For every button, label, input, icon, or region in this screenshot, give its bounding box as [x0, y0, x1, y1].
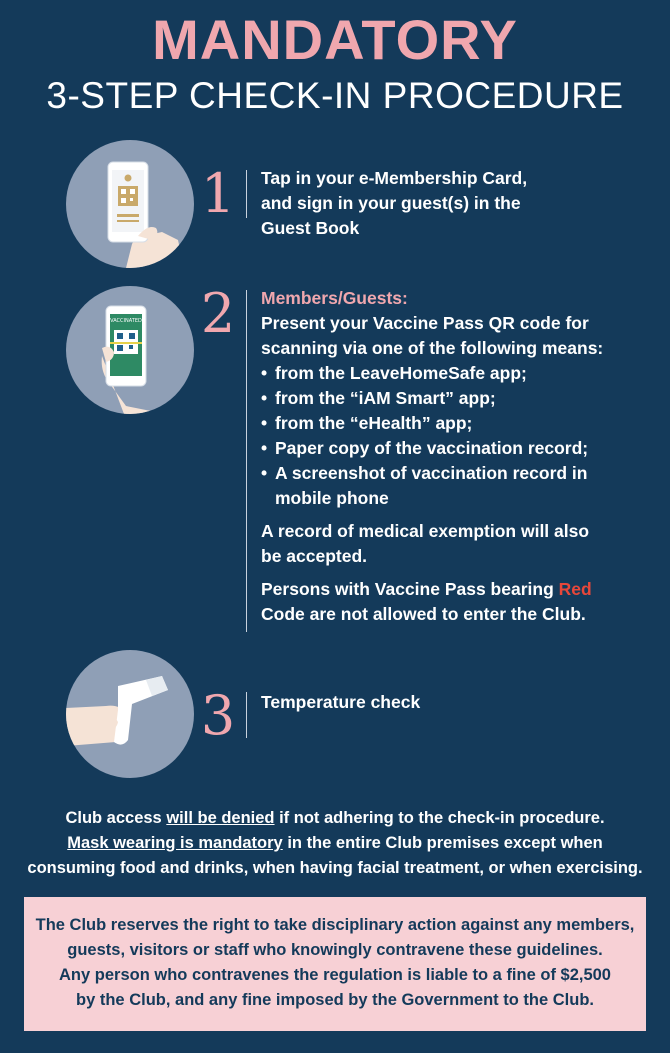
- step-1-line: and sign in your guest(s) in the: [261, 193, 521, 213]
- footer-line2-suffix: in the entire Club premises except when: [282, 834, 603, 852]
- page-subtitle: 3-STEP CHECK-IN PROCEDURE: [46, 75, 624, 116]
- step-2-red-code-notice: [261, 577, 641, 602]
- page-title: MANDATORY: [152, 8, 518, 71]
- step-2-exemption-line: be accepted.: [261, 546, 368, 566]
- step-2-bullet-list: [261, 361, 641, 511]
- step-2-divider: [246, 290, 247, 632]
- step-2-bullet: • A screenshot of vaccination record in mobile phone: [261, 461, 605, 511]
- step-1-number: 1: [200, 162, 236, 225]
- step-2-bullet: • Paper copy of the vaccination record;: [261, 436, 641, 461]
- red-code-before: Persons with Vaccine Pass bearing: [261, 579, 559, 599]
- notice-line: Any person who contravenes the regulation is liable to a fine of $2,500: [59, 966, 611, 984]
- footer-line1-prefix: Club access: [65, 809, 167, 827]
- vaccinated-label: VACCINATED: [110, 318, 142, 324]
- step-2-text: [261, 286, 641, 627]
- step-2-illustration: [66, 286, 194, 414]
- red-code-highlight: Red: [558, 579, 592, 599]
- step-1-line: Tap in your e-Membership Card,: [261, 168, 528, 188]
- notice-line: by the Club, and any fine imposed by the Government to the Club.: [76, 991, 594, 1009]
- step-2-bullet: • from the LeaveHomeSafe app;: [261, 361, 641, 386]
- footer-notice: [0, 806, 670, 881]
- step-2-bullet: • from the “iAM Smart” app;: [261, 386, 641, 411]
- step-2-intro-line: scanning via one of the following means:: [261, 338, 604, 358]
- footer-line-3: consuming food and drinks, when having facial treatment, or when exercising.: [27, 859, 643, 877]
- notice-line: guests, visitors or staff who knowingly contravene these guidelines.: [67, 941, 603, 959]
- step-3-divider: [246, 692, 247, 738]
- step-1-illustration: [66, 140, 194, 268]
- notice-line: The Club reserves the right to take disciplinary action against any members,: [35, 916, 635, 934]
- step-3-text: Temperature check: [261, 692, 421, 712]
- step-1-line: Guest Book: [261, 218, 360, 238]
- phone-qr-icon: [66, 140, 194, 268]
- disciplinary-notice-box: [24, 897, 646, 1031]
- thermometer-gun-icon: [66, 650, 194, 778]
- step-2-bullet: • from the “eHealth” app;: [261, 411, 641, 436]
- step-3-illustration: [66, 650, 194, 778]
- step-1-text: [261, 166, 527, 241]
- vaccine-pass-phone-icon: [66, 286, 194, 414]
- step-3-number: 3: [200, 684, 236, 747]
- footer-line-1: [0, 806, 670, 831]
- red-code-after: Code are not allowed to enter the Club.: [261, 604, 586, 624]
- footer-line2-underlined: Mask wearing is mandatory: [67, 834, 283, 852]
- footer-line1-suffix: if not adhering to the check-in procedure.: [274, 809, 605, 827]
- step-2-intro-line: Present your Vaccine Pass QR code for: [261, 313, 589, 333]
- step-2-number: 2: [200, 282, 236, 345]
- step-2-heading: Members/Guests:: [261, 288, 408, 308]
- step-2-exemption-line: A record of medical exemption will also: [261, 521, 590, 541]
- footer-line1-underlined: will be denied: [166, 809, 275, 827]
- step-1-divider: [246, 170, 247, 218]
- footer-line-2: [0, 831, 670, 856]
